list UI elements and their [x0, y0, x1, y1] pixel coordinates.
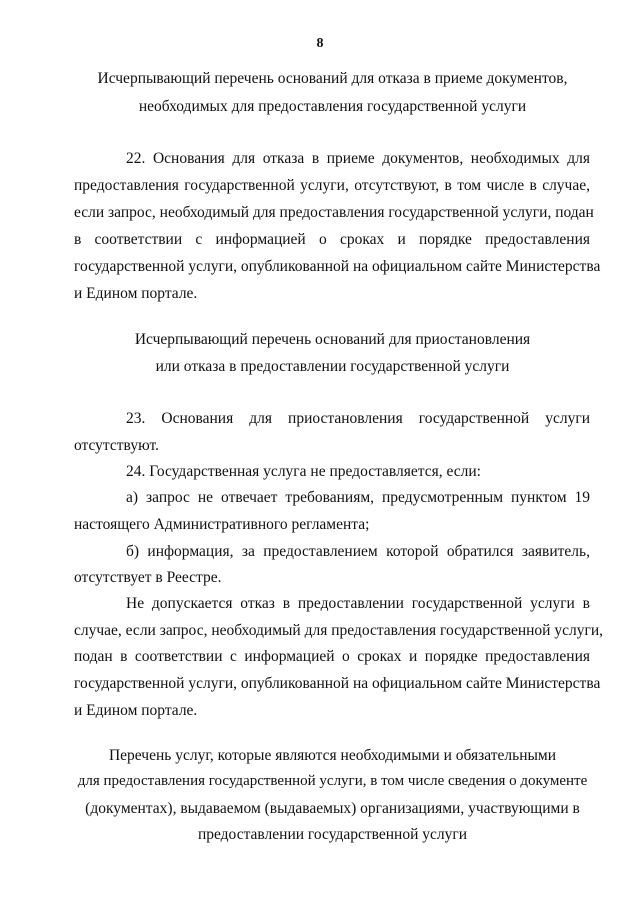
page-number: 8: [316, 36, 324, 51]
para22-line2: предоставления государственной услуги, отсутствуют, в том числе в случае,: [74, 177, 590, 194]
item-b-line1: б) информация, за предоставлением которой обратился заявитель,: [126, 543, 590, 560]
para22-line5: государственной услуги, опубликованной на официальном сайте Министерства: [74, 258, 601, 275]
para24: 24. Государственная услуга не предоставляется, если:: [126, 463, 481, 480]
heading2-line2: или отказа в предоставлении государственной услуги: [155, 358, 510, 375]
item-a-line2: настоящего Административного регламента;: [74, 516, 370, 533]
para22-line1: 22. Основания для отказа в приеме документов, необходимых для: [126, 150, 590, 167]
heading3-line1: Перечень услуг, которые являются необходимыми и обязательными: [108, 747, 557, 764]
item-b-line2: отсутствует в Реестре.: [74, 569, 222, 586]
heading3-line4: предоставлении государственной услуги: [197, 826, 468, 843]
para22-line3: если запрос, необходимый для предоставления государственной услуги, подан: [74, 204, 594, 221]
para-refusal-line4: государственной услуги, опубликованной на официальном сайте Министерства: [74, 675, 601, 692]
para-refusal-line1: Не допускается отказ в предоставлении государственной услуги в: [126, 595, 590, 612]
heading2-line1: Исчерпывающий перечень оснований для приостановления: [134, 331, 531, 348]
item-a-line1: а) запрос не отвечает требованиям, предусмотренным пунктом 19: [126, 489, 590, 506]
heading1-line2: необходимых для предоставления государственной услуги: [138, 98, 527, 115]
heading3-line2: для предоставления государственной услуги, в том числе сведения о документе: [77, 773, 588, 789]
para-refusal-line2: случае, если запрос, необходимый для предоставления государственной услуги,: [74, 622, 603, 639]
para23-line2: отсутствуют.: [74, 437, 159, 454]
heading3-line3: (документах), выдаваемом (выдаваемых) организациями, участвующими в: [85, 800, 580, 817]
para23-line1: 23. Основания для приостановления государственной услуги: [126, 410, 590, 427]
para22-line4: в соответствии с информацией о сроках и порядке предоставления: [74, 231, 590, 248]
heading1-line1: Исчерпывающий перечень оснований для отказа в приеме документов,: [97, 70, 568, 87]
para22-line6: и Едином портале.: [74, 285, 198, 302]
para-refusal-line3: подан в соответствии с информацией о сроках и порядке предоставления: [74, 648, 590, 665]
para-refusal-line5: и Едином портале.: [74, 702, 198, 719]
